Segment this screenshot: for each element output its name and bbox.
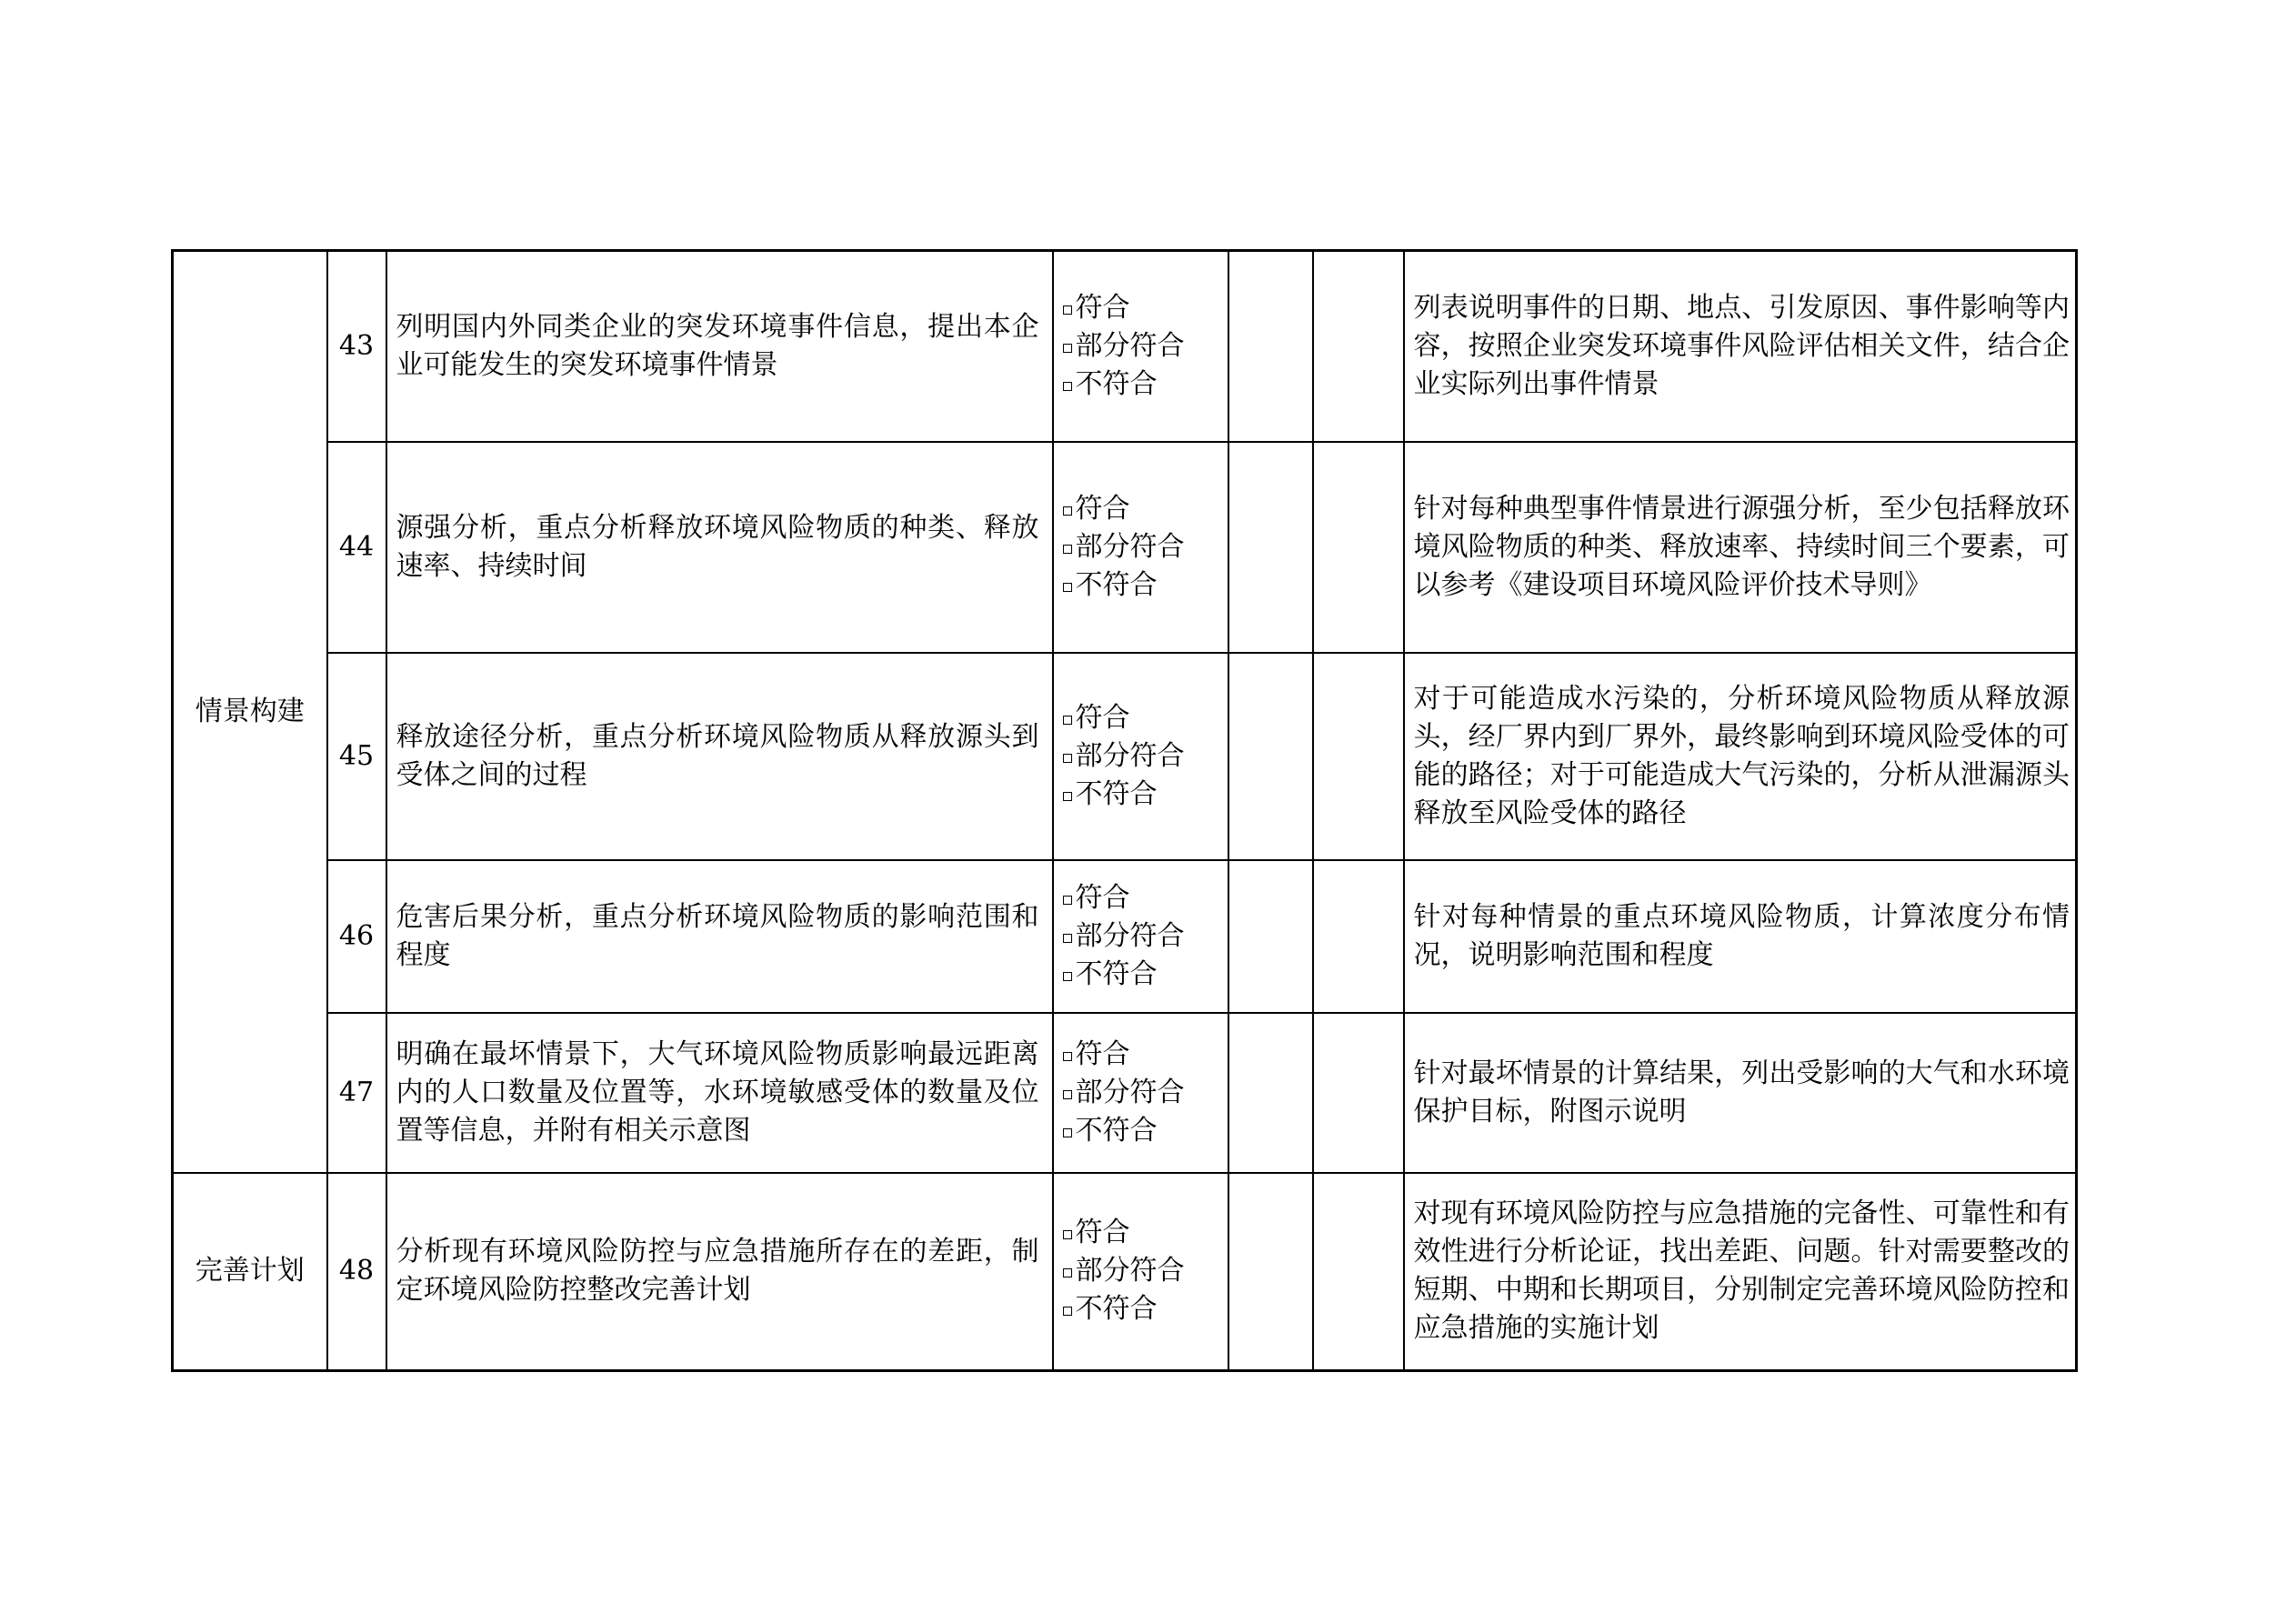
checkbox[interactable]: [1063, 792, 1072, 801]
blank-cell: [1228, 1013, 1313, 1173]
option-label: 不符合: [1075, 367, 1158, 400]
note-text: 针对每种典型事件情景进行源强分析，至少包括释放环境风险物质的种类、释放速率、持续时间三个要素，可以参考《建设项目环境风险评价技术导则》: [1404, 442, 2077, 653]
checkbox[interactable]: [1063, 583, 1072, 592]
requirement-text: 危害后果分析，重点分析环境风险物质的影响范围和程度: [386, 860, 1053, 1013]
blank-cell: [1313, 442, 1404, 653]
option-partial: [1063, 917, 1228, 956]
option-partial: [1063, 1074, 1228, 1112]
compliance-options: [1053, 251, 1228, 442]
option-label: 部分符合: [1075, 1255, 1185, 1287]
blank-cell: [1228, 251, 1313, 442]
option-noncomply: [1063, 1290, 1228, 1328]
option-label: 符合: [1075, 1037, 1130, 1070]
blank-cell: [1313, 251, 1404, 442]
checkbox[interactable]: [1063, 1128, 1072, 1137]
item-number: 43: [327, 251, 386, 442]
note-text: 对现有环境风险防控与应急措施的完备性、可靠性和有效性进行分析论证，找出差距、问题。针对需要整改的短期、中期和长期项目，分别制定完善环境风险防控和应急措施的实施计划: [1404, 1173, 2077, 1371]
blank-cell: [1228, 860, 1313, 1013]
checkbox[interactable]: [1063, 306, 1072, 315]
option-partial: [1063, 737, 1228, 776]
checkbox[interactable]: [1063, 716, 1072, 725]
checkbox[interactable]: [1063, 1052, 1072, 1061]
checkbox[interactable]: [1063, 754, 1072, 763]
item-number: 44: [327, 442, 386, 653]
compliance-options: [1053, 653, 1228, 860]
option-comply: [1063, 699, 1228, 737]
option-label: 符合: [1075, 701, 1130, 734]
option-partial: [1063, 1252, 1228, 1290]
option-label: 不符合: [1075, 957, 1158, 990]
blank-cell: [1313, 1173, 1404, 1371]
blank-cell: [1228, 1173, 1313, 1371]
option-label: 部分符合: [1075, 739, 1185, 772]
option-noncomply: [1063, 776, 1228, 814]
item-number: 45: [327, 653, 386, 860]
checkbox[interactable]: [1063, 1090, 1072, 1099]
option-label: 不符合: [1075, 1114, 1158, 1147]
requirement-text: 源强分析，重点分析释放环境风险物质的种类、释放速率、持续时间: [386, 442, 1053, 653]
option-label: 符合: [1075, 291, 1130, 324]
note-text: 对于可能造成水污染的，分析环境风险物质从释放源头，经厂界内到厂界外，最终影响到环境风险受体的可能的路径；对于可能造成大气污染的，分析从泄漏源头释放至风险受体的路径: [1404, 653, 2077, 860]
category-cell: 完善计划: [173, 1173, 327, 1371]
option-label: 部分符合: [1075, 329, 1185, 362]
option-label: 符合: [1075, 881, 1130, 914]
option-label: 符合: [1075, 492, 1130, 525]
note-text: 列表说明事件的日期、地点、引发原因、事件影响等内容，按照企业突发环境事件风险评估相关文件，结合企业实际列出事件情景: [1404, 251, 2077, 442]
option-noncomply: [1063, 566, 1228, 605]
option-partial: [1063, 327, 1228, 366]
option-comply: [1063, 289, 1228, 327]
option-noncomply: [1063, 366, 1228, 404]
compliance-options: [1053, 860, 1228, 1013]
option-noncomply: [1063, 1112, 1228, 1150]
table-row: [173, 653, 2077, 860]
compliance-options: [1053, 442, 1228, 653]
option-comply: [1063, 490, 1228, 528]
checkbox[interactable]: [1063, 934, 1072, 943]
note-text: 针对每种情景的重点环境风险物质，计算浓度分布情况，说明影响范围和程度: [1404, 860, 2077, 1013]
requirement-text: 分析现有环境风险防控与应急措施所存在的差距，制定环境风险防控整改完善计划: [386, 1173, 1053, 1371]
checkbox[interactable]: [1063, 344, 1072, 353]
category-cell: 情景构建: [173, 251, 327, 1173]
compliance-options: [1053, 1013, 1228, 1173]
option-label: 不符合: [1075, 1293, 1158, 1326]
table-row: [173, 1173, 2077, 1371]
blank-cell: [1228, 653, 1313, 860]
option-comply: [1063, 1214, 1228, 1252]
blank-cell: [1313, 653, 1404, 860]
requirement-text: 列明国内外同类企业的突发环境事件信息，提出本企业可能发生的突发环境事件情景: [386, 251, 1053, 442]
option-comply: [1063, 879, 1228, 917]
blank-cell: [1228, 442, 1313, 653]
checkbox[interactable]: [1063, 1268, 1072, 1277]
option-label: 不符合: [1075, 777, 1158, 810]
table-row: [173, 860, 2077, 1013]
option-noncomply: [1063, 956, 1228, 994]
checkbox[interactable]: [1063, 545, 1072, 554]
option-label: 部分符合: [1075, 919, 1185, 952]
table-row: [173, 251, 2077, 442]
requirement-text: 释放途径分析，重点分析环境风险物质从释放源头到受体之间的过程: [386, 653, 1053, 860]
option-label: 符合: [1075, 1217, 1130, 1249]
table-row: [173, 442, 2077, 653]
blank-cell: [1313, 860, 1404, 1013]
option-comply: [1063, 1036, 1228, 1074]
requirement-text: 明确在最坏情景下，大气环境风险物质影响最远距离内的人口数量及位置等，水环境敏感受体的数量及位置等信息，并附有相关示意图: [386, 1013, 1053, 1173]
option-label: 部分符合: [1075, 530, 1185, 563]
option-label: 部分符合: [1075, 1076, 1185, 1108]
blank-cell: [1313, 1013, 1404, 1173]
option-label: 不符合: [1075, 568, 1158, 601]
checkbox[interactable]: [1063, 1230, 1072, 1239]
note-text: 针对最坏情景的计算结果，列出受影响的大气和水环境保护目标，附图示说明: [1404, 1013, 2077, 1173]
item-number: 48: [327, 1173, 386, 1371]
checkbox[interactable]: [1063, 972, 1072, 981]
option-partial: [1063, 528, 1228, 566]
checkbox[interactable]: [1063, 382, 1072, 391]
compliance-options: [1053, 1173, 1228, 1371]
checkbox[interactable]: [1063, 896, 1072, 905]
checklist-table: [171, 249, 2078, 1372]
checkbox[interactable]: [1063, 1307, 1072, 1316]
checkbox[interactable]: [1063, 506, 1072, 516]
item-number: 46: [327, 860, 386, 1013]
item-number: 47: [327, 1013, 386, 1173]
table-row: [173, 1013, 2077, 1173]
